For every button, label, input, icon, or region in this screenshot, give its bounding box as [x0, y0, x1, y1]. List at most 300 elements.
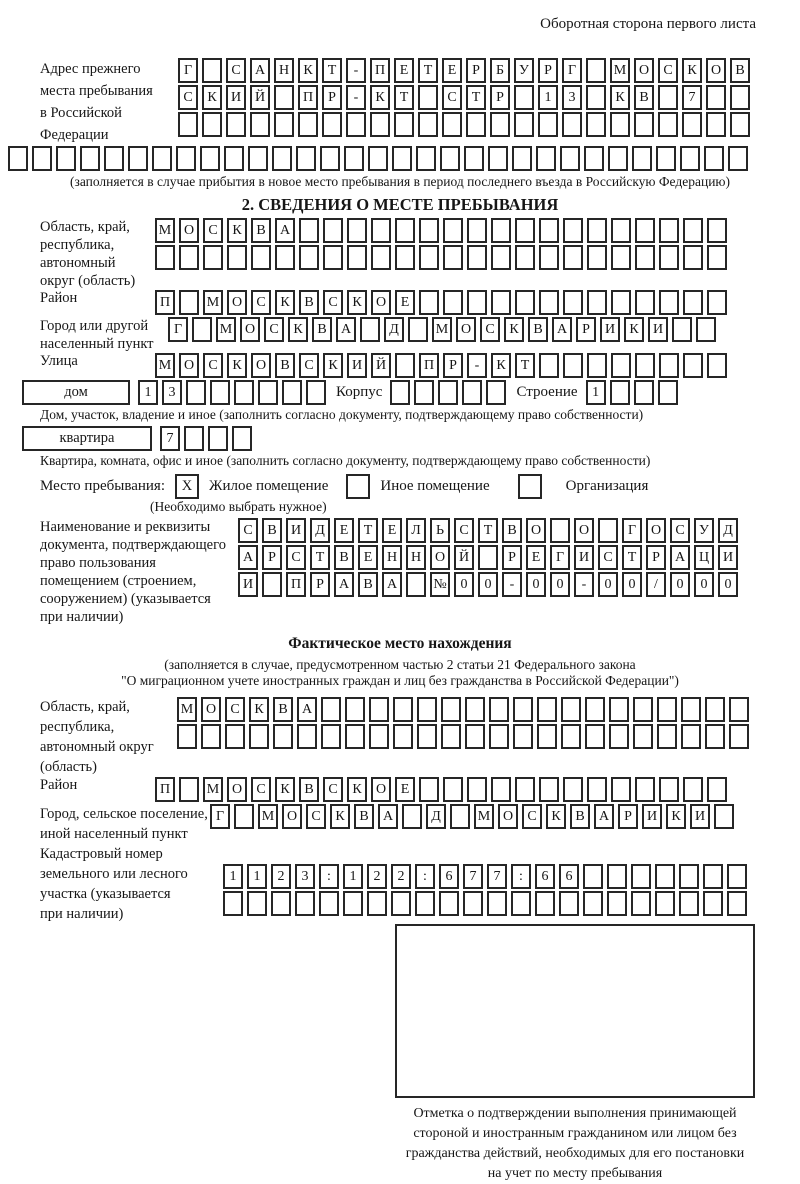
- char-cell: А: [670, 545, 690, 570]
- char-cell: Л: [406, 518, 426, 543]
- char-cell: 3: [562, 85, 582, 110]
- char-cell: [210, 380, 230, 405]
- previous-address-rows: [178, 58, 754, 139]
- char-cell: [486, 380, 506, 405]
- char-cell: [683, 353, 703, 378]
- char-cell: А: [297, 697, 317, 722]
- char-cell: Т: [358, 518, 378, 543]
- label-line: округ (область): [40, 273, 136, 289]
- char-cell: Р: [310, 572, 330, 597]
- char-cell: [371, 218, 391, 243]
- char-cell: [367, 891, 387, 916]
- char-cell: [394, 112, 414, 137]
- char-cell: -: [502, 572, 522, 597]
- char-cell: С: [323, 290, 343, 315]
- char-cell: [467, 290, 487, 315]
- char-cell: 0: [454, 572, 474, 597]
- char-cell: [656, 146, 676, 171]
- char-cell: С: [480, 317, 500, 342]
- previous-address-note: (заполняется в случае прибытия в новое место пребывания в период последнего въезда в Российскую Федерацию): [69, 174, 731, 189]
- char-cell: [489, 724, 509, 749]
- stay-type-label: Место пребывания:: [40, 478, 165, 494]
- char-cell: [658, 112, 678, 137]
- actual-city-block: [0, 804, 800, 844]
- char-cell: О: [634, 58, 654, 83]
- label-line: населенный пункт: [40, 336, 154, 352]
- char-cell: Р: [538, 58, 558, 83]
- char-cell: [586, 85, 606, 110]
- char-cell: [707, 777, 727, 802]
- char-cell: [273, 724, 293, 749]
- char-cell: [463, 891, 483, 916]
- char-cell: М: [177, 697, 197, 722]
- char-cell: 1: [343, 864, 363, 889]
- char-cell: И: [690, 804, 710, 829]
- char-cell: [391, 891, 411, 916]
- char-cell: Р: [646, 545, 666, 570]
- apartment-row: [0, 426, 800, 451]
- char-cell: Н: [382, 545, 402, 570]
- char-cell: [515, 290, 535, 315]
- char-cell: Г: [168, 317, 188, 342]
- apartment-cells: [160, 426, 256, 451]
- char-cell: [706, 85, 726, 110]
- stroenie-label: Строение: [516, 384, 578, 400]
- korpus-label: Корпус: [336, 384, 383, 400]
- previous-address-block: [0, 58, 800, 146]
- char-cell: [247, 891, 267, 916]
- label-line: при наличии): [40, 609, 124, 625]
- char-cell: [672, 317, 692, 342]
- label-line: Наименование и реквизиты: [40, 519, 211, 535]
- char-cell: [250, 112, 270, 137]
- char-cell: Ц: [694, 545, 714, 570]
- char-cell: 6: [535, 864, 555, 889]
- char-cell: -: [467, 353, 487, 378]
- char-cell: И: [718, 545, 738, 570]
- label-line: Город, сельское поселение,: [40, 806, 208, 822]
- char-cell: [282, 380, 302, 405]
- char-cell: 2: [271, 864, 291, 889]
- char-cell: [634, 380, 654, 405]
- char-cell: [491, 290, 511, 315]
- char-cell: С: [454, 518, 474, 543]
- char-cell: О: [371, 777, 391, 802]
- char-cell: [395, 218, 415, 243]
- char-cell: [707, 353, 727, 378]
- char-cell: О: [227, 290, 247, 315]
- label-line: иной населенный пункт: [40, 826, 188, 842]
- char-cell: [186, 380, 206, 405]
- char-cell: [683, 245, 703, 270]
- char-cell: [537, 724, 557, 749]
- char-cell: [658, 380, 678, 405]
- char-cell: Д: [426, 804, 446, 829]
- char-cell: [607, 891, 627, 916]
- previous-address-row-2: [178, 85, 754, 110]
- char-cell: А: [250, 58, 270, 83]
- char-cell: Г: [550, 545, 570, 570]
- char-cell: Ь: [430, 518, 450, 543]
- label-line: в Российской: [40, 105, 122, 121]
- char-cell: Р: [443, 353, 463, 378]
- char-cell: В: [358, 572, 378, 597]
- char-cell: 3: [162, 380, 182, 405]
- char-cell: [679, 864, 699, 889]
- char-cell: [610, 112, 630, 137]
- char-cell: [321, 697, 341, 722]
- char-cell: 0: [694, 572, 714, 597]
- document-block: [0, 518, 800, 626]
- char-cell: Р: [502, 545, 522, 570]
- char-cell: [659, 245, 679, 270]
- actual-location-title: Фактическое место нахождения: [288, 635, 512, 652]
- actual-district-row: [155, 777, 731, 802]
- char-cell: К: [288, 317, 308, 342]
- char-cell: [306, 380, 326, 405]
- char-cell: [393, 724, 413, 749]
- char-cell: [202, 112, 222, 137]
- label-line: Город или другой: [40, 318, 149, 334]
- previous-address-label: [40, 58, 178, 146]
- korpus-cells: [390, 380, 510, 405]
- label-line: при наличии): [40, 906, 124, 922]
- char-cell: Р: [322, 85, 342, 110]
- char-cell: И: [347, 353, 367, 378]
- char-cell: [635, 245, 655, 270]
- previous-address-row-4: [0, 146, 800, 171]
- char-cell: И: [600, 317, 620, 342]
- char-cell: С: [203, 218, 223, 243]
- char-cell: О: [179, 353, 199, 378]
- char-cell: В: [528, 317, 548, 342]
- previous-address-row-3: [178, 112, 754, 137]
- char-cell: [515, 218, 535, 243]
- char-cell: [8, 146, 28, 171]
- char-cell: Д: [310, 518, 330, 543]
- char-cell: [438, 380, 458, 405]
- char-cell: С: [226, 58, 246, 83]
- char-cell: Н: [406, 545, 426, 570]
- char-cell: [297, 724, 317, 749]
- char-cell: К: [491, 353, 511, 378]
- char-cell: [200, 146, 220, 171]
- char-cell: О: [526, 518, 546, 543]
- char-cell: [609, 697, 629, 722]
- char-cell: [609, 724, 629, 749]
- char-cell: [707, 218, 727, 243]
- char-cell: О: [251, 353, 271, 378]
- char-cell: [298, 112, 318, 137]
- char-cell: [80, 146, 100, 171]
- char-cell: [371, 245, 391, 270]
- char-cell: [178, 112, 198, 137]
- char-cell: [345, 697, 365, 722]
- char-cell: В: [570, 804, 590, 829]
- char-cell: [563, 777, 583, 802]
- label-line: Отметка о подтверждении выполнения принимающей: [413, 1106, 737, 1121]
- char-cell: [179, 245, 199, 270]
- char-cell: [586, 112, 606, 137]
- char-cell: Е: [395, 777, 415, 802]
- char-cell: В: [299, 290, 319, 315]
- char-cell: 6: [559, 864, 579, 889]
- char-cell: М: [203, 290, 223, 315]
- char-cell: Т: [622, 545, 642, 570]
- char-cell: М: [610, 58, 630, 83]
- char-cell: А: [275, 218, 295, 243]
- char-cell: К: [624, 317, 644, 342]
- char-cell: 0: [718, 572, 738, 597]
- char-cell: [611, 290, 631, 315]
- label-line: Область, край,: [40, 219, 130, 235]
- char-cell: 2: [391, 864, 411, 889]
- char-cell: [491, 218, 511, 243]
- char-cell: [583, 864, 603, 889]
- char-cell: Г: [178, 58, 198, 83]
- char-cell: [728, 146, 748, 171]
- char-cell: [611, 245, 631, 270]
- house-cells: [138, 380, 330, 405]
- char-cell: О: [371, 290, 391, 315]
- char-cell: [587, 245, 607, 270]
- other-premises-option-label: Иное помещение: [380, 478, 490, 494]
- char-cell: Е: [526, 545, 546, 570]
- label-line: стороной и иностранным гражданином или лицом без: [413, 1126, 737, 1141]
- char-cell: [201, 724, 221, 749]
- char-cell: [418, 85, 438, 110]
- char-cell: Р: [262, 545, 282, 570]
- char-cell: [611, 218, 631, 243]
- char-cell: [323, 245, 343, 270]
- char-cell: [706, 112, 726, 137]
- char-cell: И: [648, 317, 668, 342]
- char-cell: Т: [394, 85, 414, 110]
- char-cell: О: [498, 804, 518, 829]
- char-cell: Т: [418, 58, 438, 83]
- char-cell: [467, 777, 487, 802]
- char-cell: [515, 245, 535, 270]
- city-row: [168, 317, 720, 342]
- char-cell: Е: [358, 545, 378, 570]
- char-cell: №: [430, 572, 450, 597]
- region-label: [40, 218, 155, 290]
- char-cell: 7: [682, 85, 702, 110]
- char-cell: С: [299, 353, 319, 378]
- char-cell: В: [634, 85, 654, 110]
- char-cell: [610, 380, 630, 405]
- char-cell: [658, 85, 678, 110]
- char-cell: [249, 724, 269, 749]
- label-line: автономный: [40, 255, 116, 271]
- actual-location-note-1: (заполняется в случае, предусмотренном частью 2 статьи 21 Федерального закона: [164, 657, 636, 672]
- char-cell: :: [511, 864, 531, 889]
- char-cell: [682, 112, 702, 137]
- char-cell: [299, 218, 319, 243]
- actual-city-label: [40, 804, 210, 844]
- char-cell: В: [273, 697, 293, 722]
- document-row-2: [238, 545, 742, 570]
- char-cell: [179, 290, 199, 315]
- char-cell: Г: [562, 58, 582, 83]
- char-cell: О: [282, 804, 302, 829]
- char-cell: [683, 290, 703, 315]
- char-cell: [370, 112, 390, 137]
- char-cell: [224, 146, 244, 171]
- char-cell: [443, 218, 463, 243]
- char-cell: Т: [478, 518, 498, 543]
- char-cell: [657, 724, 677, 749]
- char-cell: [406, 572, 426, 597]
- char-cell: В: [354, 804, 374, 829]
- char-cell: [659, 353, 679, 378]
- cadastral-row-2: [223, 891, 751, 916]
- char-cell: [707, 245, 727, 270]
- char-cell: А: [378, 804, 398, 829]
- region-row-1: [155, 218, 731, 243]
- organization-option-label: Организация: [565, 478, 649, 494]
- char-cell: [104, 146, 124, 171]
- city-block: [0, 317, 800, 353]
- label-line: сооружением) (указывается: [40, 591, 211, 607]
- char-cell: К: [227, 353, 247, 378]
- actual-region-rows: [177, 697, 753, 751]
- section2-title: 2. СВЕДЕНИЯ О МЕСТЕ ПРЕБЫВАНИЯ: [241, 195, 559, 214]
- char-cell: [395, 245, 415, 270]
- apartment-widebox: квартира: [22, 426, 152, 451]
- char-cell: С: [238, 518, 258, 543]
- char-cell: [465, 724, 485, 749]
- char-cell: [466, 112, 486, 137]
- char-cell: [323, 218, 343, 243]
- char-cell: [184, 426, 204, 451]
- char-cell: [559, 891, 579, 916]
- char-cell: [513, 697, 533, 722]
- confirmation-stamp-caption: [390, 1104, 760, 1184]
- char-cell: О: [706, 58, 726, 83]
- char-cell: [607, 864, 627, 889]
- char-cell: [587, 777, 607, 802]
- label-line: земельного или лесного: [40, 866, 188, 882]
- char-cell: [402, 804, 422, 829]
- char-cell: [631, 864, 651, 889]
- char-cell: [490, 112, 510, 137]
- char-cell: [659, 290, 679, 315]
- checkbox-residential: X: [175, 474, 199, 499]
- char-cell: [441, 724, 461, 749]
- char-cell: [234, 380, 254, 405]
- char-cell: -: [574, 572, 594, 597]
- char-cell: [563, 353, 583, 378]
- char-cell: Т: [322, 58, 342, 83]
- char-cell: [635, 777, 655, 802]
- actual-district-block: [0, 777, 800, 804]
- document-row-1: [238, 518, 742, 543]
- char-cell: [443, 245, 463, 270]
- char-cell: [587, 353, 607, 378]
- char-cell: [727, 891, 747, 916]
- char-cell: 7: [160, 426, 180, 451]
- char-cell: П: [155, 777, 175, 802]
- char-cell: [419, 218, 439, 243]
- char-cell: [440, 146, 460, 171]
- char-cell: [320, 146, 340, 171]
- actual-region-label: [40, 697, 177, 777]
- document-label: [40, 518, 238, 626]
- char-cell: [489, 697, 509, 722]
- char-cell: М: [474, 804, 494, 829]
- char-cell: [176, 146, 196, 171]
- char-cell: [202, 58, 222, 83]
- char-cell: О: [646, 518, 666, 543]
- char-cell: [683, 218, 703, 243]
- char-cell: [585, 724, 605, 749]
- char-cell: Р: [466, 58, 486, 83]
- label-line: право пользования: [40, 555, 156, 571]
- char-cell: [343, 891, 363, 916]
- char-cell: [611, 777, 631, 802]
- char-cell: В: [275, 353, 295, 378]
- house-row: [0, 380, 800, 405]
- char-cell: Б: [490, 58, 510, 83]
- char-cell: 1: [586, 380, 606, 405]
- char-cell: Г: [210, 804, 230, 829]
- char-cell: О: [240, 317, 260, 342]
- char-cell: [539, 777, 559, 802]
- char-cell: [587, 218, 607, 243]
- actual-district-label: Район: [40, 777, 78, 793]
- char-cell: И: [286, 518, 306, 543]
- char-cell: О: [430, 545, 450, 570]
- label-line: Кадастровый номер: [40, 846, 163, 862]
- char-cell: М: [203, 777, 223, 802]
- char-cell: С: [442, 85, 462, 110]
- district-block: [0, 290, 800, 317]
- char-cell: Е: [442, 58, 462, 83]
- char-cell: П: [370, 58, 390, 83]
- char-cell: [511, 891, 531, 916]
- char-cell: Т: [466, 85, 486, 110]
- char-cell: [227, 245, 247, 270]
- char-cell: [299, 245, 319, 270]
- char-cell: 7: [487, 864, 507, 889]
- cadastral-rows: [223, 844, 751, 918]
- char-cell: [155, 245, 175, 270]
- char-cell: [369, 697, 389, 722]
- label-line: Область, край,: [40, 699, 130, 715]
- char-cell: [179, 777, 199, 802]
- char-cell: [514, 85, 534, 110]
- char-cell: С: [323, 777, 343, 802]
- char-cell: [539, 218, 559, 243]
- char-cell: П: [286, 572, 306, 597]
- char-cell: [491, 777, 511, 802]
- char-cell: Е: [334, 518, 354, 543]
- region-row-2: [155, 245, 731, 270]
- char-cell: 1: [223, 864, 243, 889]
- char-cell: :: [319, 864, 339, 889]
- char-cell: [360, 317, 380, 342]
- char-cell: [537, 697, 557, 722]
- char-cell: [586, 58, 606, 83]
- char-cell: О: [227, 777, 247, 802]
- char-cell: [390, 380, 410, 405]
- char-cell: [192, 317, 212, 342]
- char-cell: [633, 724, 653, 749]
- char-cell: [439, 891, 459, 916]
- char-cell: 0: [598, 572, 618, 597]
- char-cell: М: [432, 317, 452, 342]
